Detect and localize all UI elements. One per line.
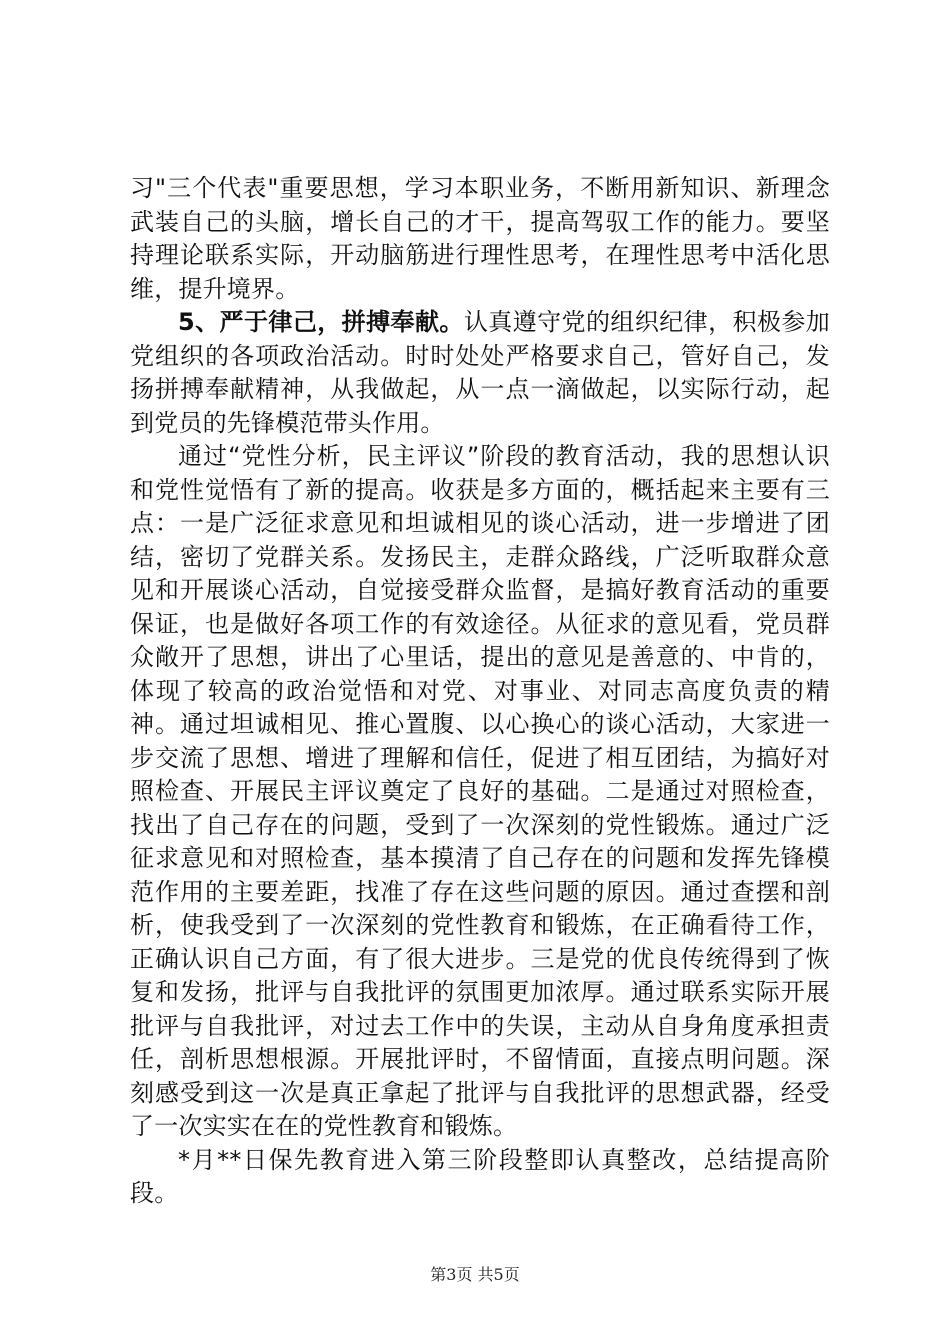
paragraph-text: 通过“党性分析，民主评议”阶段的教育活动，我的思想认识和党性觉悟有了新的提高。收获是多方面的，概括起来主要有三点：一是广泛征求意见和坦诚相见的谈心活动，进一步增进了团结，密切了党群关系。发扬民主，走群众路线，广泛听取群众意见和开展谈心活动，自觉接受群众监督，是搞好教育活动的重要保证，也是做好各项工作的有效途径。从征求的意见看，党员群众敞开了思想，讲出了心里话，提出的意见是善意的、中肯的，体现了较高的政治觉悟和对党、对事业、对同志高度负责的精神。通过坦诚相见、推心置腹、以心换心的谈心活动，大家进一步交流了思想、增进了理解和信任，促进了相互团结，为搞好对照检查、开展民主评议奠定了良好的基础。二是通过对照检查，找出了自己存在的问题，受到了一次深刻的党性锻炼。通过广泛征求意见和对照检查，基本摸清了自己存在的问题和发挥先锋模范作用的主要差距，找准了存在这些问题的原因。通过查摆和剖析，使我受到了一次深刻的党性教育和锻炼，在正确看待工作，正确认识自己方面，有了很大进步。三是党的优良传统得到了恢复和发扬，批评与自我批评的氛围更加浓厚。通过联系实际开展批评与自我批评，对过去工作中的失误，主动从自身角度承担责任，剖析思想根源。开展批评时，不留情面，直接点明问题。深刻感受到这一次是真正拿起了批评与自我批评的思想武器，经受了一次实实在在的党性教育和锻炼。 — [130, 442, 830, 1140]
page-number: 第3页 共5页 — [430, 1265, 520, 1284]
paragraph-text: 认真遵守党的组织纪律，积极参加党组织的各项政治活动。时时处处严格要求自己，管好自己，发扬拼搏奉献精神，从我做起，从一点一滴做起，以实际行动，起到党员的先锋模范带头作用。 — [130, 308, 830, 437]
paragraph-text: 习"三个代表"重要思想，学习本职业务，不断用新知识、新理念武装自己的头脑，增长自己的才干，提高驾驭工作的能力。要坚持理论联系实际，开动脑筋进行理性思考，在理性思考中活化思维，提升境界。 — [130, 174, 830, 303]
paragraph-stage-note — [130, 1144, 830, 1211]
paragraph-summary — [130, 440, 830, 1144]
page-footer — [0, 1264, 950, 1286]
document-body — [130, 172, 830, 1211]
paragraph-heading: 5、严于律己，拼搏奉献。 — [178, 308, 464, 336]
paragraph-continuation — [130, 172, 830, 306]
paragraph-item-5 — [130, 306, 830, 440]
paragraph-text: *月**日保先教育进入第三阶段整即认真整改，总结提高阶段。 — [130, 1145, 830, 1207]
